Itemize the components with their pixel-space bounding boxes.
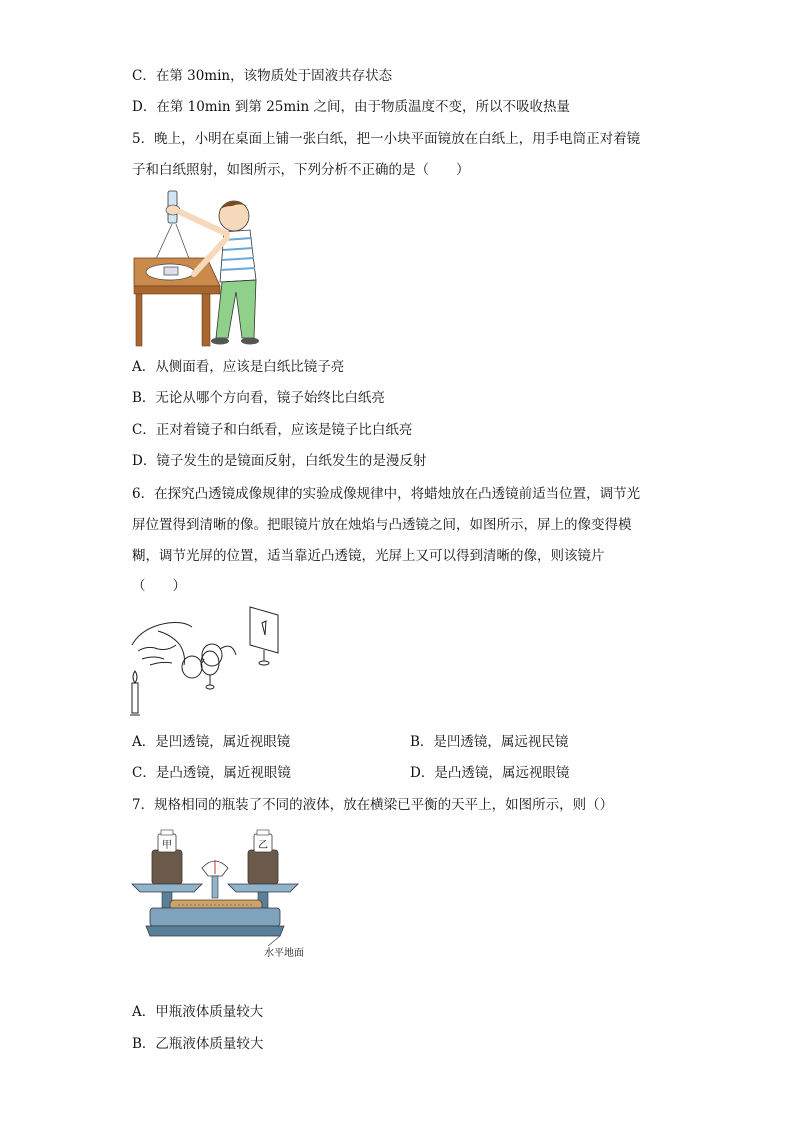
question-6-line-2: 屏位置得到清晰的像。把眼镜片放在烛焰与凸透镜之间，如图所示，屏上的像变得模 — [132, 517, 632, 533]
balance-base — [150, 908, 280, 926]
option-d-q6: D．是凸透镜，属远视眼镜 — [410, 765, 570, 781]
bottle-jia — [152, 850, 182, 884]
question-7: 7．规格相同的瓶装了不同的液体，放在横梁已平衡的天平上，如图所示，则（） — [132, 797, 614, 813]
bottle-jia-label: 甲 — [162, 840, 172, 851]
convex-lens — [201, 651, 219, 675]
question-6-line-1: 6．在探究凸透镜成像规律的实验成像规律中，将蜡烛放在凸透镜前适当位置，调节光 — [132, 486, 641, 502]
question-6-line-4: （ ） — [132, 578, 186, 594]
option-b-q5: B．无论从哪个方向看，镜子始终比白纸亮 — [132, 390, 385, 406]
option-a-q7: A．甲瓶液体质量较大 — [132, 1004, 264, 1020]
right-pan — [228, 884, 298, 892]
table-leg — [202, 294, 210, 346]
mirror — [164, 267, 178, 275]
figure-lens-experiment — [128, 605, 288, 720]
figure-balance — [130, 828, 320, 963]
option-c-q6: C．是凸透镜，属近视眼镜 — [132, 765, 291, 781]
hand — [132, 623, 192, 646]
boy-pants — [216, 280, 256, 338]
flashlight-mirror-illustration — [132, 188, 267, 348]
left-pan — [132, 884, 202, 892]
option-c-q5: C．正对着镜子和白纸看，应该是镜子比白纸亮 — [132, 422, 413, 438]
figure-flashlight-mirror — [132, 188, 267, 348]
bottle-yi-label: 乙 — [258, 840, 268, 851]
option-b-q7: B．乙瓶液体质量较大 — [132, 1036, 264, 1052]
candle — [132, 683, 138, 713]
bottle-yi — [248, 850, 278, 884]
question-5-line-1: 5．晚上，小明在桌面上铺一张白纸，把一小块平面镜放在白纸上，用手电筒正对着镜 — [132, 131, 641, 147]
candle-flame — [133, 671, 137, 683]
lens-experiment-illustration — [128, 605, 288, 720]
option-d-q4: D．在第 10min 到第 25min 之间，由于物质温度不变，所以不吸收热量 — [132, 99, 570, 115]
option-a-q6: A．是凹透镜，属近视眼镜 — [132, 734, 291, 750]
balance-illustration — [130, 828, 320, 963]
option-b-q6: B．是凹透镜，属远视民镜 — [410, 734, 569, 750]
eyeglass-lens-left — [182, 656, 202, 678]
question-6-line-3: 糊，调节光屏的位置，适当靠近凸透镜，光屏上又可以得到清晰的像，则该镜片 — [132, 548, 605, 564]
ground-label: 水平地面 — [264, 948, 304, 959]
option-c-q4: C．在第 30min，该物质处于固液共存状态 — [132, 68, 393, 84]
option-a-q5: A．从侧面看，应该是白纸比镜子亮 — [132, 359, 345, 375]
question-5-line-2: 子和白纸照射，如图所示，下列分析不正确的是（ ） — [132, 162, 470, 178]
option-d-q5: D．镜子发生的是镜面反射，白纸发生的是漫反射 — [132, 453, 427, 469]
